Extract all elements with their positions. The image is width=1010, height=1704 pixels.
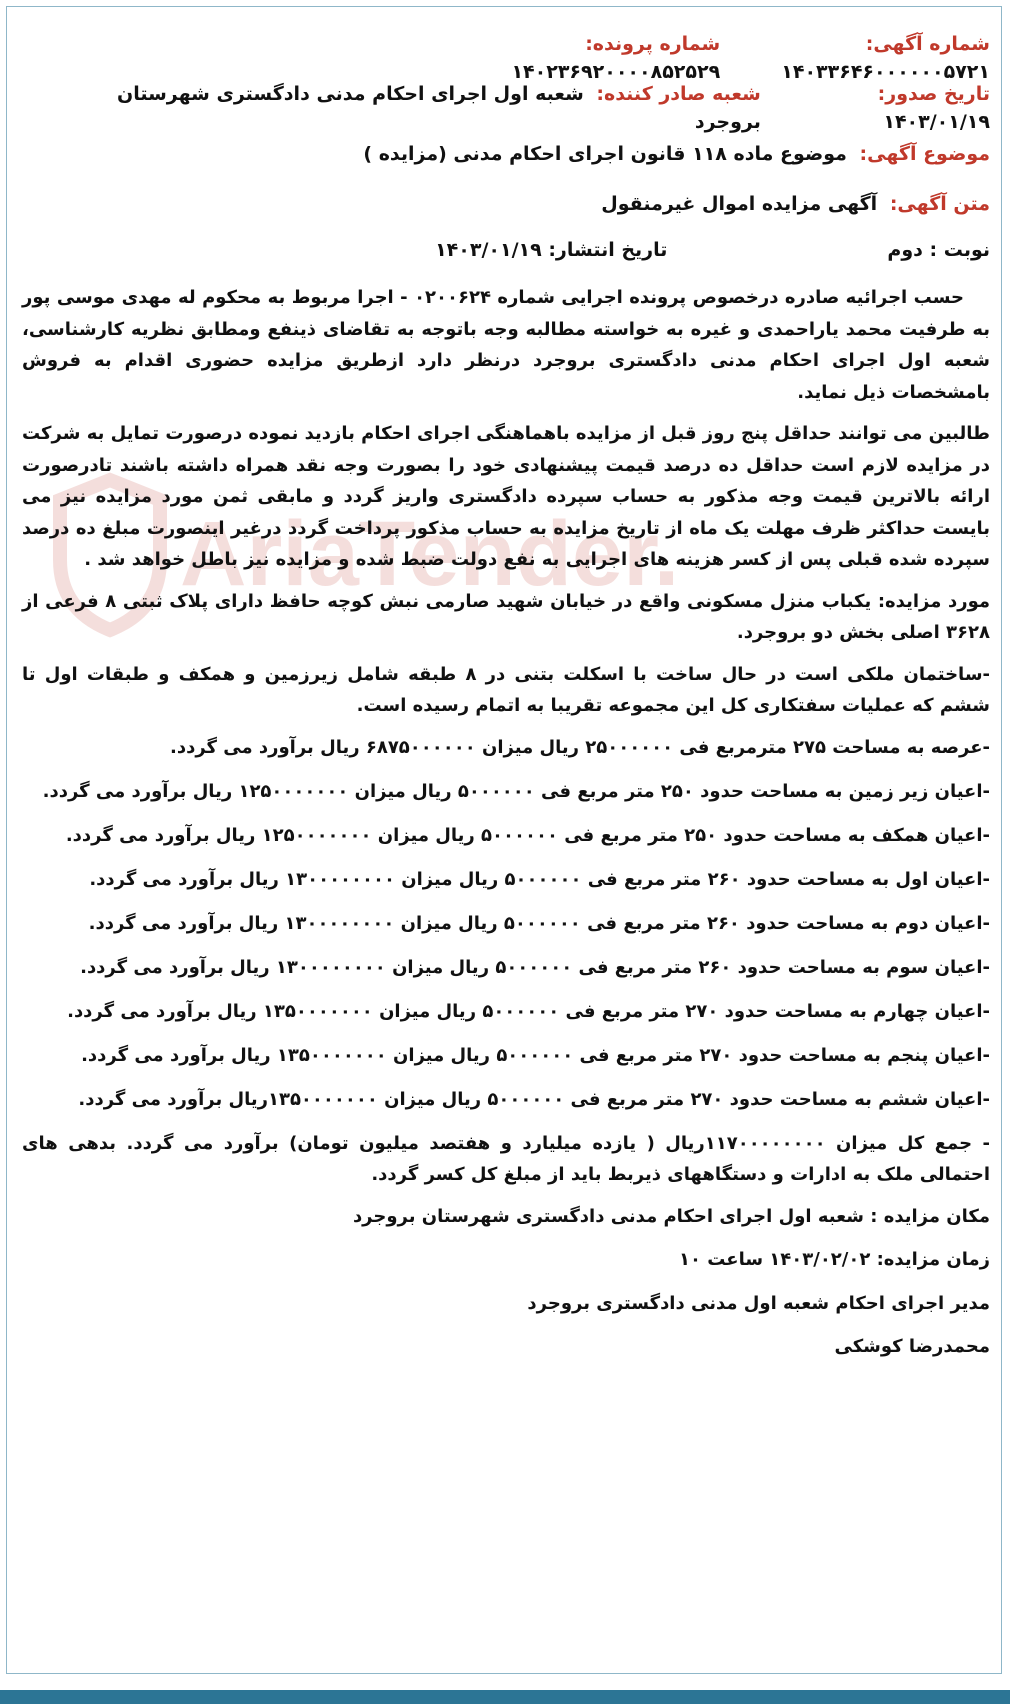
notice-number: ۱۴۰۳۳۶۴۶۰۰۰۰۰۰۵۷۲۱ (781, 61, 990, 83)
item-first-floor: -اعیان اول به مساحت حدود ۲۶۰ متر مربع فی ۵۰۰۰۰۰۰ ریال میزان ۱۳۰۰۰۰۰۰۰۰ ریال برآورد می گردد. (89, 868, 990, 890)
item-fourth-floor: -اعیان چهارم به مساحت حدود ۲۷۰ متر مربع فی ۵۰۰۰۰۰۰ ریال میزان ۱۳۵۰۰۰۰۰۰۰ ریال برآورد می گردد. (67, 1000, 990, 1022)
bottom-bar (0, 1690, 1010, 1704)
total-paragraph: - جمع کل میزان ۱۱۷۰۰۰۰۰۰۰۰ریال ( یازده میلیارد و هفتصد میلیون تومان) برآورد می گردد. بدهی های احتمالی ملک به ادارات و دستگاههای ذیربط باید از مبلغ کل کسر گردد. (22, 1132, 990, 1185)
issue-date-label: تاریخ صدور: (877, 83, 990, 105)
item-basement: -اعیان زیر زمین به مساحت حدود ۲۵۰ متر مربع فی ۵۰۰۰۰۰۰ ریال میزان ۱۲۵۰۰۰۰۰۰۰ ریال برآورد می گردد. (42, 780, 990, 802)
item-sixth-floor: -اعیان ششم به مساحت حدود ۲۷۰ متر مربع فی ۵۰۰۰۰۰۰ ریال میزان ۱۳۵۰۰۰۰۰۰۰ریال برآورد می گردد. (78, 1088, 990, 1110)
notice-number-label: شماره آگهی: (865, 33, 990, 55)
notice-text-title (22, 190, 990, 236)
case-number-field (442, 30, 720, 86)
item-ground-floor: -اعیان همکف به مساحت حدود ۲۵۰ متر مربع فی ۵۰۰۰۰۰۰ ریال میزان ۱۲۵۰۰۰۰۰۰۰ ریال برآورد می گردد. (65, 824, 990, 846)
issuer: شعبه اول اجرای احکام مدنی دادگستری شهرستان بروجرد (116, 83, 761, 133)
topic-label: موضوع آگهی: (859, 143, 990, 165)
publish-date: تاریخ انتشار: ۱۴۰۳/۰۱/۱۹ (435, 239, 668, 261)
case-number-label: شماره پرونده: (585, 33, 721, 55)
round-text: نوبت : دوم (887, 239, 990, 261)
issue-date-field (761, 80, 990, 136)
item-fifth-floor: -اعیان پنجم به مساحت حدود ۲۷۰ متر مربع فی ۵۰۰۰۰۰۰ ریال میزان ۱۳۵۰۰۰۰۰۰۰ ریال برآورد می گردد. (81, 1044, 990, 1066)
auction-place: مکان مزایده : شعبه اول اجرای احکام مدنی دادگستری شهرستان بروجرد (352, 1205, 990, 1227)
text-title-label: متن آگهی: (889, 193, 990, 215)
topic-value: موضوع ماده ۱۱۸ قانون اجرای احکام مدنی (مزایده ) (363, 143, 847, 165)
issuer-field (52, 80, 761, 136)
text-title-value: آگهی مزایده اموال غیرمنقول (601, 193, 878, 215)
paragraph-intro: حسب اجرائیه صادره درخصوص پرونده اجرایی شماره ۰۲۰۰۶۲۴ - اجرا مربوط به محکوم له مهدی موسی پور به طرفیت محمد یاراحمدی و غیره به خواسته مطالبه وجه باتوجه به تقاضای ذینفع ومطابق نظریه کارشناسی، شعبه اول اجرای احکام مدنی دادگستری بروجرد درنظر دارد ازطریق مزایده حضوری اقدام به فروش بامشخصات ذیل نماید. (22, 287, 990, 403)
manager-name: محمدرضا کوشکی (834, 1336, 990, 1357)
issue-date: ۱۴۰۳/۰۱/۱۹ (883, 111, 990, 133)
paragraph-conditions: طالبین می توانند حداقل پنج روز قبل از مزایده باهماهنگی اجرای احکام بازدید نموده درصورت تمایل به شرکت در مزایده لازم است حداقل ده درصد قیمت پیشنهادی خود را بصورت وجه نقد همراه داشته باشند تادرصورت ارائه بالاترین قیمت وجه مذکور به حساب سپرده دادگستری واریز گردد و مابقی ثمن مورد مزایده نیز می بایست حداکثر ظرف مهلت یک ماه از تاریخ مزایده به حساب مذکور پرداخت گردد درغیر اینصورت مبلغ ده درصد سپرده شده قبلی پس از کسر هزینه های اجرایی به نفع دولت ضبط شده و مزایده نیز باطل خواهد شد . (22, 423, 990, 570)
header-row-2 (22, 80, 990, 136)
notice-topic (22, 140, 990, 186)
notice-document (22, 30, 990, 1375)
header-row-1 (22, 30, 990, 83)
notice-number-field (720, 30, 990, 86)
item-third-floor: -اعیان سوم به مساحت حدود ۲۶۰ متر مربع فی ۵۰۰۰۰۰۰ ریال میزان ۱۳۰۰۰۰۰۰۰۰ ریال برآورد می گردد. (80, 956, 990, 978)
round-row (22, 236, 990, 282)
issuer-label: شعبه صادر کننده: (596, 83, 761, 105)
item-second-floor: -اعیان دوم به مساحت حدود ۲۶۰ متر مربع فی ۵۰۰۰۰۰۰ ریال میزان ۱۳۰۰۰۰۰۰۰۰ ریال برآورد می گردد. (88, 912, 990, 934)
auction-time: زمان مزایده: ۱۴۰۳/۰۲/۰۲ ساعت ۱۰ (678, 1249, 990, 1270)
paragraph-building: -ساختمان ملکی است در حال ساخت با اسکلت بتنی در ۸ طبقه شامل زیرزمین و همکف و طبقات اول تا ششم که عملیات سفتکاری کل این مجموعه تقریبا به اتمام رسیده است. (22, 663, 990, 716)
item-land: -عرصه به مساحت ۲۷۵ مترمربع فی ۲۵۰۰۰۰۰۰ ریال میزان ۶۸۷۵۰۰۰۰۰۰ ریال برآورد می گردد. (170, 736, 990, 758)
case-number: ۱۴۰۲۳۶۹۲۰۰۰۰۸۵۲۵۲۹ (511, 61, 721, 83)
paragraph-subject: مورد مزایده: یکباب منزل مسکونی واقع در خیابان شهید صارمی نبش کوچه حافظ دارای پلاک ثبتی ۸ فرعی از ۳۶۲۸ اصلی بخش دو بروجرد. (22, 590, 990, 643)
manager-title: مدیر اجرای احکام شعبه اول مدنی دادگستری بروجرد (527, 1292, 990, 1314)
